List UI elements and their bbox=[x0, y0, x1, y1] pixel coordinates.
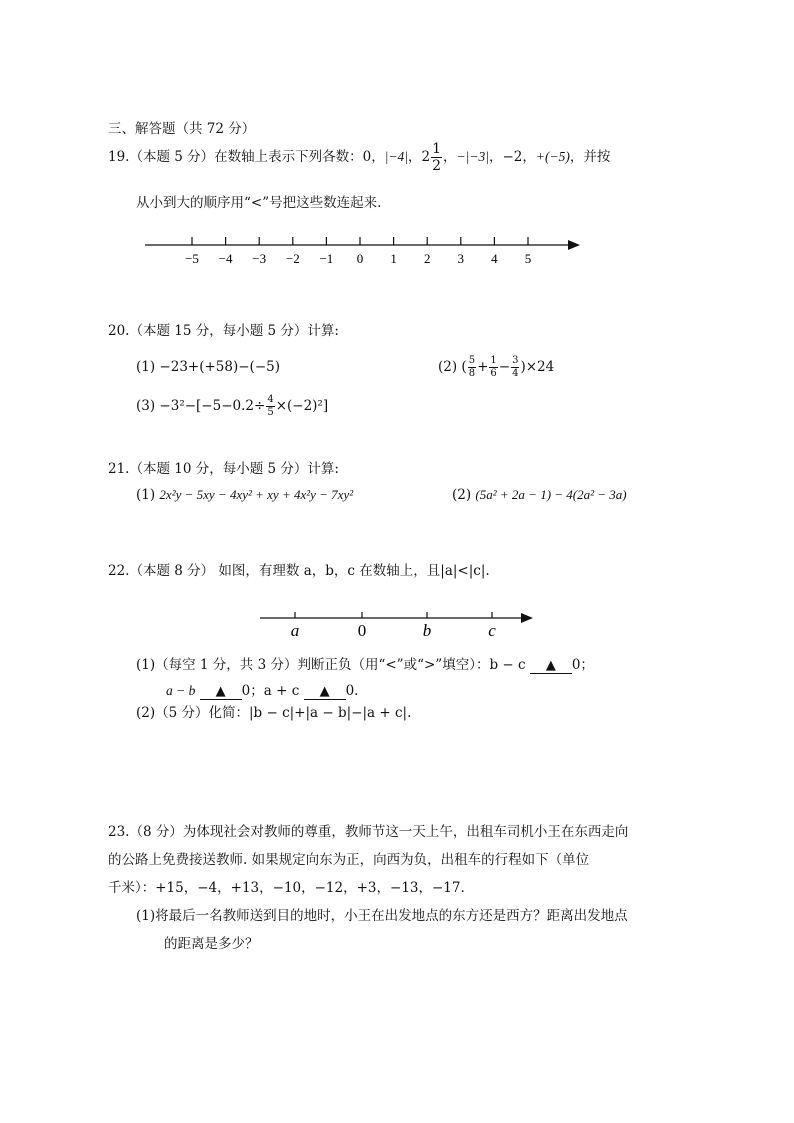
q20-part-3 bbox=[136, 395, 328, 418]
q19-sep1: ，2 bbox=[408, 149, 431, 165]
frac-den: 4 bbox=[512, 368, 519, 379]
q22-number-line bbox=[255, 600, 545, 645]
q21-p1-label: (1) bbox=[136, 487, 156, 503]
q22-expr-a-b: a − b bbox=[166, 683, 196, 698]
q19-number-line bbox=[140, 230, 590, 270]
q20-title: 20.（本题 15 分，每小题 5 分）计算: bbox=[108, 323, 339, 339]
q20-fraction-1 bbox=[468, 356, 476, 379]
op-minus: − bbox=[498, 359, 511, 375]
q20-fraction-3 bbox=[511, 356, 519, 379]
q20-p3-pre: (3) −3²−[−5−0.2÷ bbox=[136, 398, 266, 414]
q19-label: 19.（本题 5 分）在数轴上表示下列各数：0， bbox=[108, 149, 385, 165]
q23-line-3: 千米）：+15，−4，+13，−10，−12，+3，−13，−17. bbox=[108, 880, 465, 896]
tick-label: −1 bbox=[319, 251, 334, 266]
axis-points bbox=[291, 612, 496, 640]
tick-label: −3 bbox=[252, 251, 267, 266]
q20-p3-post: ×(−2)²] bbox=[275, 398, 329, 414]
q20-part-2 bbox=[438, 356, 554, 379]
q19-mixed-num: 1 bbox=[432, 141, 442, 157]
q19-mixed-den: 2 bbox=[432, 158, 442, 174]
q22-part-1-line2 bbox=[166, 682, 358, 700]
q23-line-5: 的距离是多少？ bbox=[164, 936, 259, 952]
tick-label: 4 bbox=[491, 251, 498, 266]
zero-3: 0. bbox=[345, 683, 359, 699]
q22-title: 22.（本题 8 分） 如图，有理数 a，b，c 在数轴上，且|a|<|c|. bbox=[108, 563, 490, 579]
point-label: 0 bbox=[357, 621, 367, 640]
tick-label: 1 bbox=[390, 251, 397, 266]
q19-line1 bbox=[108, 142, 610, 173]
q20-p2-pre: (2) ( bbox=[438, 359, 467, 375]
q23-line-1: 23.（8 分）为体现社会对教师的尊重，教师节这一天上午，出租车司机小王在东西走向 bbox=[108, 824, 629, 840]
frac-den: 8 bbox=[468, 368, 476, 379]
tick-label: 0 bbox=[356, 251, 364, 266]
q19-num-3: −|−3| bbox=[456, 149, 489, 164]
axis-arrow bbox=[521, 613, 533, 623]
q21-p1-expr: 2x²y − 5xy − 4xy² + xy + 4x²y − 7xy² bbox=[159, 487, 354, 502]
tick-label: −2 bbox=[285, 251, 300, 266]
q23-line-2: 的公路上免费接送教师. 如果规定向东为正，向西为负，出租车的行程如下（单位 bbox=[108, 852, 590, 868]
q21-p2-label: (2) bbox=[452, 487, 472, 503]
q22-expr-a-c: 0；a + c bbox=[241, 683, 300, 699]
q21-part-1 bbox=[136, 486, 353, 504]
q23-block bbox=[108, 818, 628, 958]
q22-part-2: (2)（5 分）化简：|b − c|+|a − b|−|a + c|. bbox=[136, 705, 412, 721]
answer-blank-1[interactable]: ▲ bbox=[530, 659, 572, 674]
tick-label: −4 bbox=[218, 251, 233, 266]
q19-num-5: +(−5) bbox=[535, 149, 570, 164]
op-plus: + bbox=[477, 359, 489, 375]
tick-label: −5 bbox=[185, 251, 199, 266]
q19-num-1: |−4| bbox=[384, 149, 409, 164]
q19-line2: 从小到大的顺序用“<”号把这些数连起来. bbox=[136, 195, 382, 211]
answer-blank-3[interactable]: ▲ bbox=[304, 685, 346, 700]
q22-l1-text: (1)（每空 1 分，共 3 分）判断正负（用“<”或“>”填空）：b − c bbox=[136, 657, 526, 673]
q21-title: 21.（本题 10 分，每小题 5 分）计算: bbox=[108, 461, 339, 477]
point-label: a bbox=[290, 621, 300, 640]
q20-part-1: (1) −23+(+58)−(−5) bbox=[136, 359, 280, 375]
tick-label: 5 bbox=[524, 251, 532, 266]
zero-1: 0； bbox=[571, 657, 594, 673]
frac-num: 1 bbox=[490, 355, 497, 366]
frac-num: 5 bbox=[468, 355, 476, 366]
tick-label: 2 bbox=[423, 251, 431, 266]
q20-p2-post: )×24 bbox=[520, 359, 555, 375]
axis-ticks bbox=[185, 237, 531, 266]
q20-fraction-4 bbox=[266, 395, 274, 418]
q22-part-1-line1 bbox=[136, 656, 594, 674]
q21-p2-expr: (5a² + 2a − 1) − 4(2a² − 3a) bbox=[475, 487, 627, 502]
point-label: b bbox=[422, 621, 432, 640]
q19-tail: ，并按 bbox=[569, 149, 611, 165]
answer-blank-2[interactable]: ▲ bbox=[200, 685, 242, 700]
tick-label: 3 bbox=[457, 251, 465, 266]
q21-part-2 bbox=[452, 486, 627, 504]
axis-arrow bbox=[568, 240, 580, 250]
q19-sep2: ， bbox=[443, 149, 457, 165]
section-title: 三、解答题（共 72 分） bbox=[108, 121, 256, 137]
frac-num: 3 bbox=[512, 355, 519, 366]
frac-den: 5 bbox=[267, 407, 274, 418]
q20-fraction-2 bbox=[489, 356, 497, 379]
frac-num: 4 bbox=[267, 394, 274, 405]
q19-mixed-fraction bbox=[431, 142, 442, 173]
q23-line-4: (1)将最后一名教师送到目的地时，小王在出发地点的东方还是西方？距离出发地点 bbox=[136, 908, 628, 924]
frac-den: 6 bbox=[490, 368, 497, 379]
q19-sep3: ，−2， bbox=[488, 149, 536, 165]
point-label: c bbox=[488, 621, 496, 640]
